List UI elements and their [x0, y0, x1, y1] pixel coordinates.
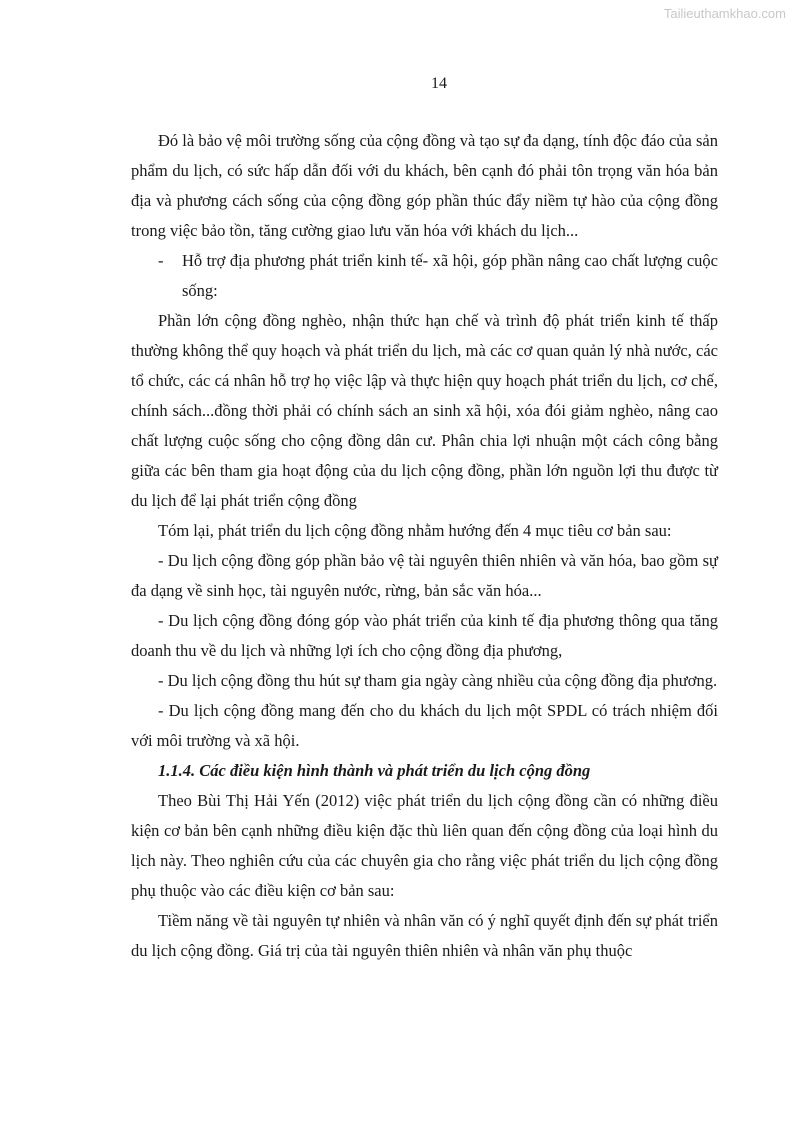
section-heading: 1.1.4. Các điều kiện hình thành và phát triển du lịch cộng đồng [158, 761, 591, 780]
paragraph: - Du lịch cộng đồng đóng góp vào phát triển của kinh tế địa phương thông qua tăng doanh thu về du lịch và những lợi ích cho cộng đồng địa phương, [131, 611, 718, 660]
paragraph: - Du lịch cộng đồng mang đến cho du khách du lịch một SPDL có trách nhiệm đối với môi trường và xã hội. [131, 701, 718, 750]
paragraph: - Du lịch cộng đồng thu hút sự tham gia ngày càng nhiều của cộng đồng địa phương. [158, 671, 718, 690]
bullet-item [131, 246, 718, 306]
document-body [131, 126, 718, 966]
paragraph: Tóm lại, phát triển du lịch cộng đồng nhằm hướng đến 4 mục tiêu cơ bản sau: [158, 521, 672, 540]
bullet-text: Hỗ trợ địa phương phát triển kinh tế- xã hội, góp phần nâng cao chất lượng cuộc sống: [182, 251, 718, 300]
bullet-dash: - [158, 251, 164, 270]
paragraph: - Du lịch cộng đồng góp phần bảo vệ tài nguyên thiên nhiên và văn hóa, bao gồm sự đa dạng về sinh học, tài nguyên nước, rừng, bản sắc văn hóa... [131, 551, 718, 600]
paragraph: Đó là bảo vệ môi trường sống của cộng đồng và tạo sự đa dạng, tính độc đáo của sản phẩm du lịch, có sức hấp dẫn đối với du khách, bên cạnh đó phải tôn trọng văn hóa bản địa và phương cách sống của cộng đồng góp phần thúc đẩy niềm tự hào của cộng đồng trong việc bảo tồn, tăng cường giao lưu văn hóa với khách du lịch... [131, 131, 718, 240]
paragraph: Phần lớn cộng đồng nghèo, nhận thức hạn chế và trình độ phát triển kinh tế thấp thường không thể quy hoạch và phát triển du lịch, mà các cơ quan quản lý nhà nước, các tổ chức, các cá nhân hỗ trợ họ việc lập và thực hiện quy hoạch phát triển du lịch, cơ chế, chính sách...đồng thời phải có chính sách an sinh xã hội, xóa đói giảm nghèo, nâng cao chất lượng cuộc sống cho cộng đồng dân cư. Phân chia lợi nhuận một cách công bằng giữa các bên tham gia hoạt động của du lịch cộng đồng, phần lớn nguồn lợi thu được từ du lịch để lại phát triển cộng đồng [131, 311, 718, 510]
paragraph: Tiềm năng về tài nguyên tự nhiên và nhân văn có ý nghĩ quyết định đến sự phát triển du lịch cộng đồng. Giá trị của tài nguyên thiên nhiên và nhân văn phụ thuộc [131, 911, 718, 960]
paragraph: Theo Bùi Thị Hải Yến (2012) việc phát triển du lịch cộng đồng cần có những điều kiện cơ bản bên cạnh những điều kiện đặc thù liên quan đến cộng đồng của loại hình du lịch này. Theo nghiên cứu của các chuyên gia cho rằng việc phát triển du lịch cộng đồng phụ thuộc vào các điều kiện cơ bản sau: [131, 791, 718, 900]
watermark: Tailieuthamkhao.com [663, 6, 786, 21]
page-number: 14 [431, 75, 447, 92]
